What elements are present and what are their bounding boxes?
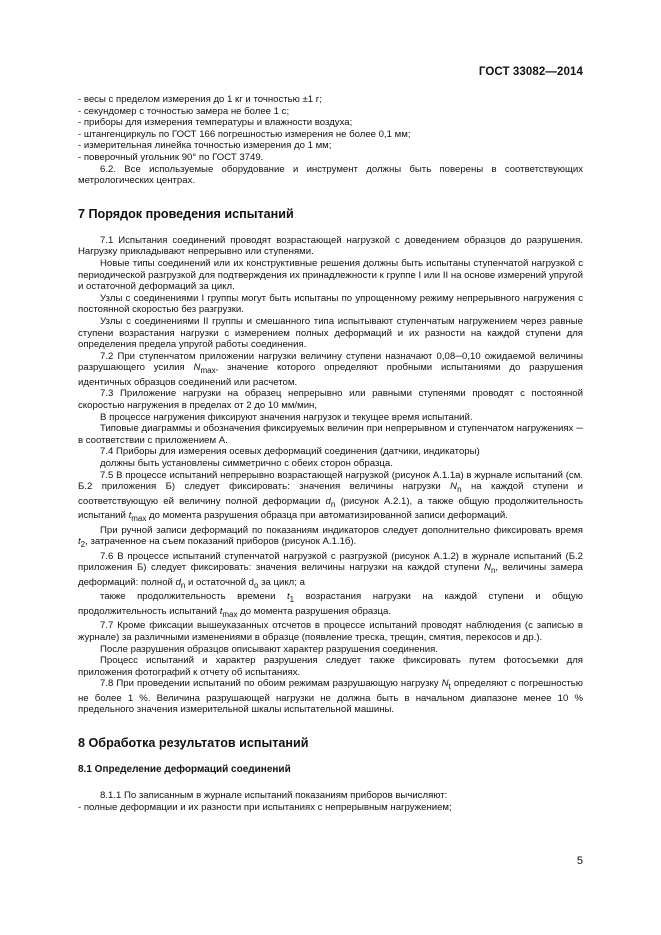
paragraph: После разрушения образцов описывают характер разрушения соединения. [100, 643, 439, 655]
list-item: - измерительная линейка точностью измерения до 1 мм; [78, 140, 332, 152]
clause-7-3: 7.3 Приложение нагрузки на образец непрерывно или равными ступенями проводят с постоянной скоростью нагружения в пределах от 2 до 10 мм/мин, [78, 388, 583, 411]
clause-7-5: 7.5 В процессе испытаний непрерывно возрастающей нагрузкой (рисунок А.1.1а) в журнале испытаний (см. Б.2 приложения Б) следует фиксировать: значения величины нагрузки $N_n$ на каждой ступени и соответствующую ей величину полной деформации $d_n$ (рисунок А.2.1), а также общую продолжительность испытаний $t_{max}$ до момента разрушения образца при автоматизированной записи деформаций. [78, 469, 584, 524]
paragraph: Типовые диаграммы и обозначения фиксируемых величин при непрерывном и ступенчатом нагружениях ─ в соответствии с приложением А. [78, 423, 583, 446]
list-item: - приборы для измерения температуры и влажности воздуха; [78, 117, 353, 129]
paragraph: Узлы с соединениями II группы и смешанного типа испытывают ступенчатым нагружением через равные ступени возрастания нагрузки с измерением полных деформаций и их разности на каждой ступени для определения предела упругой работы соединения. [78, 315, 583, 351]
standard-code: ГОСТ 33082—2014 [478, 66, 583, 78]
paragraph: В процессе нагружения фиксируют значения нагрузок и текущее время испытаний. [100, 411, 473, 423]
document-body [78, 94, 583, 813]
section-8-title: 8 Обработка результатов испытаний [78, 735, 309, 750]
list-item: - полные деформации и их разности при испытаниях с непрерывным нагружением; [78, 801, 452, 813]
subsection-8-1-title: 8.1 Определение деформаций соединений [78, 763, 291, 775]
clause-6-2: 6.2. Все используемые оборудование и инструмент должны быть поверены в соответствующих метрологических центрах. [78, 163, 583, 187]
page-number: 5 [576, 855, 583, 867]
list-item: - поверочный угольник 90° по ГОСТ 3749. [78, 151, 264, 163]
clause-7-2: 7.2 При ступенчатом приложении нагрузки величину ступени назначают 0,08─0,10 ожидаемой величины разрушающего усилия $N_{max}$, значение которого определяют пробными испытаниями до разрушения идентичных образцов соединений или расчетом. [78, 350, 583, 388]
clause-7-4: 7.4 Приборы для измерения осевых деформаций соединения (датчики, индикаторы) [100, 446, 480, 458]
clause-8-1-1: 8.1.1 По записанным в журнале испытаний показаниям приборов вычисляют: [100, 789, 448, 801]
paragraph: Узлы с соединениями I группы могут быть испытаны по упрощенному режиму непрерывного нагружения с постоянной скоростью без разгрузки. [78, 292, 583, 316]
list-item: - весы с пределом измерения до 1 кг и точностью ±1 г; [78, 94, 322, 105]
clause-7-1: 7.1 Испытания соединений проводят возрастающей нагрузкой с доведением образцов до разрушения. Нагрузку прикладывают непрерывно или ступенями. [78, 234, 583, 258]
section-7-title: 7 Порядок проведения испытаний [78, 206, 294, 221]
clause-7-7: 7.7 Кроме фиксации вышеуказанных отсчетов в процессе испытаний проводят наблюдения (с записью в журнале) за различными изменениями в образце (появление треска, трещин, смятия, перекосов и др.). [78, 620, 583, 643]
paragraph: Процесс испытаний и характер разрушения следует также фиксировать путем фотосъемки для приложения фотографий к отчету об испытаниях. [78, 655, 583, 678]
clause-7-8: 7.8 При проведении испытаний по обоим режимам разрушающую нагрузку $N_t$ определяют с погрешностью не более 1 %. Величина разрушающей нагрузки не должна быть в начальном диапазоне менее 10 % предельного значения измерительной шкалы испытательной машины. [78, 678, 583, 716]
paragraph: При ручной записи деформаций по показаниям индикаторов следует дополнительно фиксировать время $t_2$, затраченное на съем показаний приборов (рисунок А.1.1б). [78, 524, 583, 550]
equipment-list [78, 94, 583, 164]
clause-7-6: 7.6 В процессе испытаний ступенчатой нагрузкой с разгрузкой (рисунок А.1.2) в журнале испытаний (Б.2 приложения Б) следует фиксировать: значения величины нагрузки на каждой ступени $N_n$, величины замера деформаций: полной $d_n$ и остаточной $d_o$ за цикл; а [78, 550, 583, 590]
paragraph: также продолжительность времени $t_1$ возрастания нагрузки на каждой ступени и общую продолжительность испытаний $t_{max}$ до момента разрушения образца. [78, 591, 583, 619]
list-item: - штангенциркуль по ГОСТ 166 погрешностью измерения не более 0,1 мм; [78, 128, 411, 140]
paragraph: должны быть установлены симметрично с обеих сторон образца. [100, 457, 393, 469]
list-item: - секундомер с точностью замера не более 1 с; [78, 105, 290, 117]
paragraph: Новые типы соединений или их конструктивные решения должны быть испытаны ступенчатой нагрузкой с периодической разгрузкой для подтверждения их принадлежности к группе I или II на основе измерений упругой и остаточной деформаций за цикл. [78, 257, 583, 293]
document-page [78, 0, 583, 935]
